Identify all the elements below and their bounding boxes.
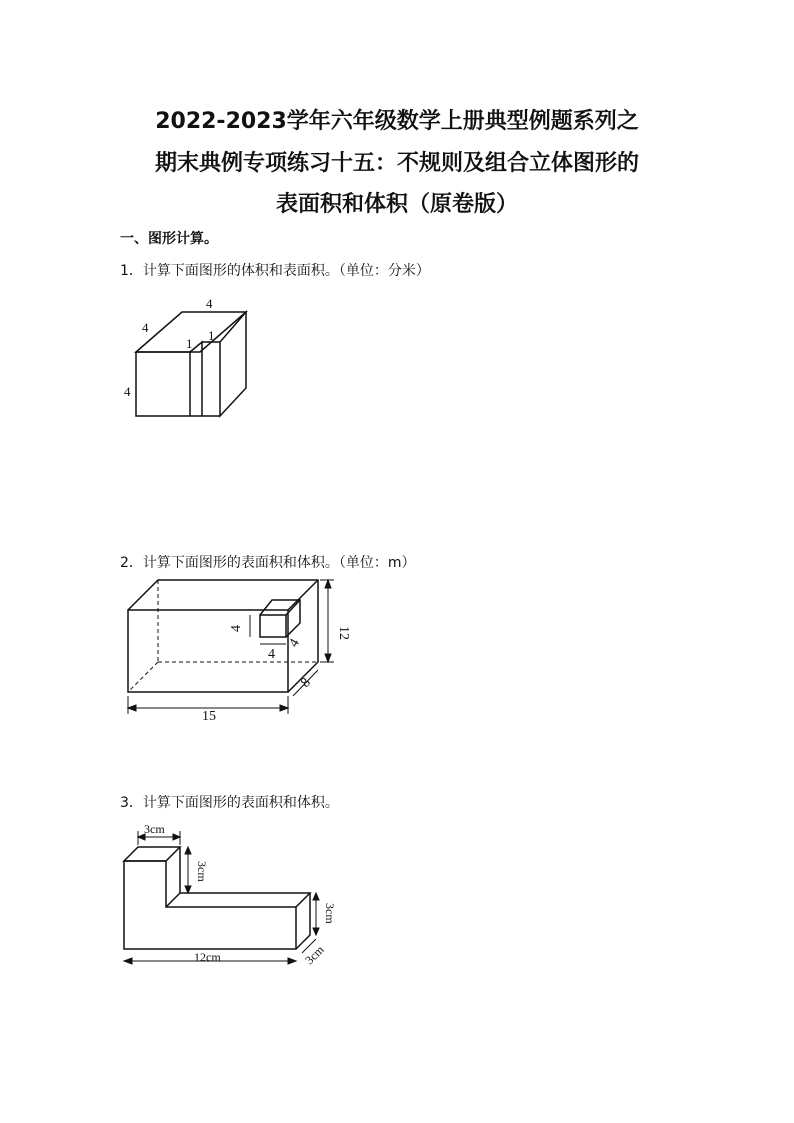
- q3-label-length: 12cm: [194, 950, 221, 964]
- q1-label-notch-width: 1: [186, 336, 193, 351]
- q2-label-cube-depth: 4: [286, 636, 303, 650]
- q2-label-depth: 8: [298, 675, 314, 691]
- q2-label-cube-width: 4: [268, 647, 275, 662]
- page-title-line-1: 2022-2023学年六年级数学上册典型例题系列之: [155, 109, 639, 134]
- q3-label-right-height: 3cm: [323, 903, 337, 924]
- question-2-figure: [110, 570, 350, 730]
- question-3-figure: [110, 815, 350, 975]
- q1-label-notch-depth: 1: [208, 328, 215, 343]
- q3-label-depth: 3cm: [302, 942, 327, 968]
- q2-label-cube-height: 4: [229, 625, 244, 632]
- question-3-text: 3．计算下面图形的表面积和体积。: [120, 795, 339, 811]
- page-title-line-2: 期末典例专项练习十五：不规则及组合立体图形的: [154, 151, 639, 176]
- q1-label-top: 4: [206, 296, 213, 311]
- q2-label-length: 15: [202, 709, 216, 724]
- q1-label-height: 4: [124, 384, 131, 399]
- section-heading: 一、图形计算。: [120, 231, 218, 247]
- question-2-text: 2．计算下面图形的表面积和体积。（单位：m）: [120, 555, 416, 571]
- q3-label-top-width: 3cm: [144, 822, 165, 836]
- q1-label-depth: 4: [142, 320, 149, 335]
- q2-label-height: 12: [336, 626, 351, 640]
- question-1-figure: [110, 290, 260, 435]
- q3-label-step-height: 3cm: [195, 861, 209, 882]
- question-1-text: 1．计算下面图形的体积和表面积。（单位：分米）: [120, 263, 430, 279]
- page-title-line-3: 表面积和体积（原卷版）: [275, 192, 518, 217]
